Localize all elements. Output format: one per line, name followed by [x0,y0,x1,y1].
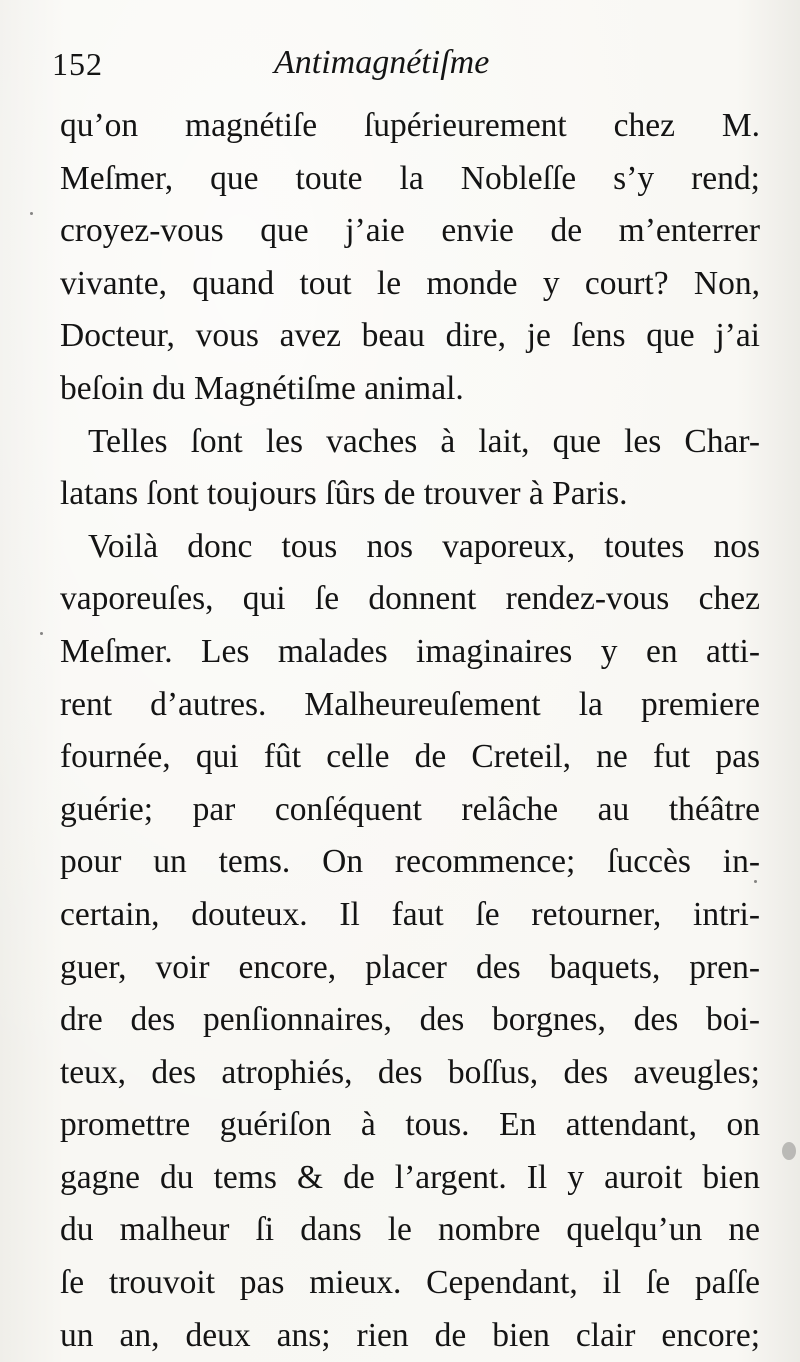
running-title: Antimagnétiſme [274,44,490,81]
text-line: Meſmer, que toute la Nobleſſe s’y rend; [60,159,760,197]
text-line: promettre guériſon à tous. En attendant, on [60,1106,760,1144]
page-number: 152 [52,46,103,82]
text-line: dre des penſionnaires, des borgnes, des boi- [60,1001,760,1039]
text-line: croyez-vous que j’aie envie de m’enterrer [60,212,760,250]
text-line: rent d’autres. Malheureuſement la premiere [60,685,760,723]
text-line: Meſmer. Les malades imaginaires y en atti- [60,632,760,670]
text-line: un an, deux ans; rien de bien clair encore; [60,1316,760,1354]
text-line: certain, douteux. Il faut ſe retourner, intri- [60,895,760,933]
ink-speck [40,632,43,635]
ink-speck [30,212,33,215]
text-line: qu’on magnétiſe ſupérieurement chez M. [60,107,760,144]
body-text [60,100,760,1362]
text-line: du malheur ſi dans le nombre quelqu’un ne [60,1211,760,1249]
text-line: Telles ſont les vaches à lait, que les Char- [88,422,760,460]
text-line: vaporeuſes, qui ſe donnent rendez-vous chez [60,580,760,618]
text-line: guérie; par conſéquent relâche au théâtre [60,790,760,828]
ink-speck [754,880,757,883]
ink-speck [782,1142,796,1160]
text-line: Docteur, vous avez beau dire, je ſens que j’ai [60,317,760,355]
text-line: vivante, quand tout le monde y court? Non, [60,264,760,302]
text-line: latans ſont toujours ſûrs de trouver à Paris. [60,475,628,513]
text-line: teux, des atrophiés, des boſſus, des aveugles; [60,1053,760,1091]
text-line: ſe trouvoit pas mieux. Cependant, il ſe paſſe [60,1264,760,1302]
text-line: beſoin du Magnétiſme animal. [60,369,464,407]
text-line: Voilà donc tous nos vaporeux, toutes nos [88,527,760,565]
text-line: guer, voir encore, placer des baquets, pren- [60,948,760,986]
text-line: pour un tems. On recommence; ſuccès in- [60,843,760,881]
page-header [52,40,752,90]
text-line: gagne du tems & de l’argent. Il y auroit bien [60,1158,760,1196]
text-line: fournée, qui fût celle de Creteil, ne fut pas [60,738,760,776]
